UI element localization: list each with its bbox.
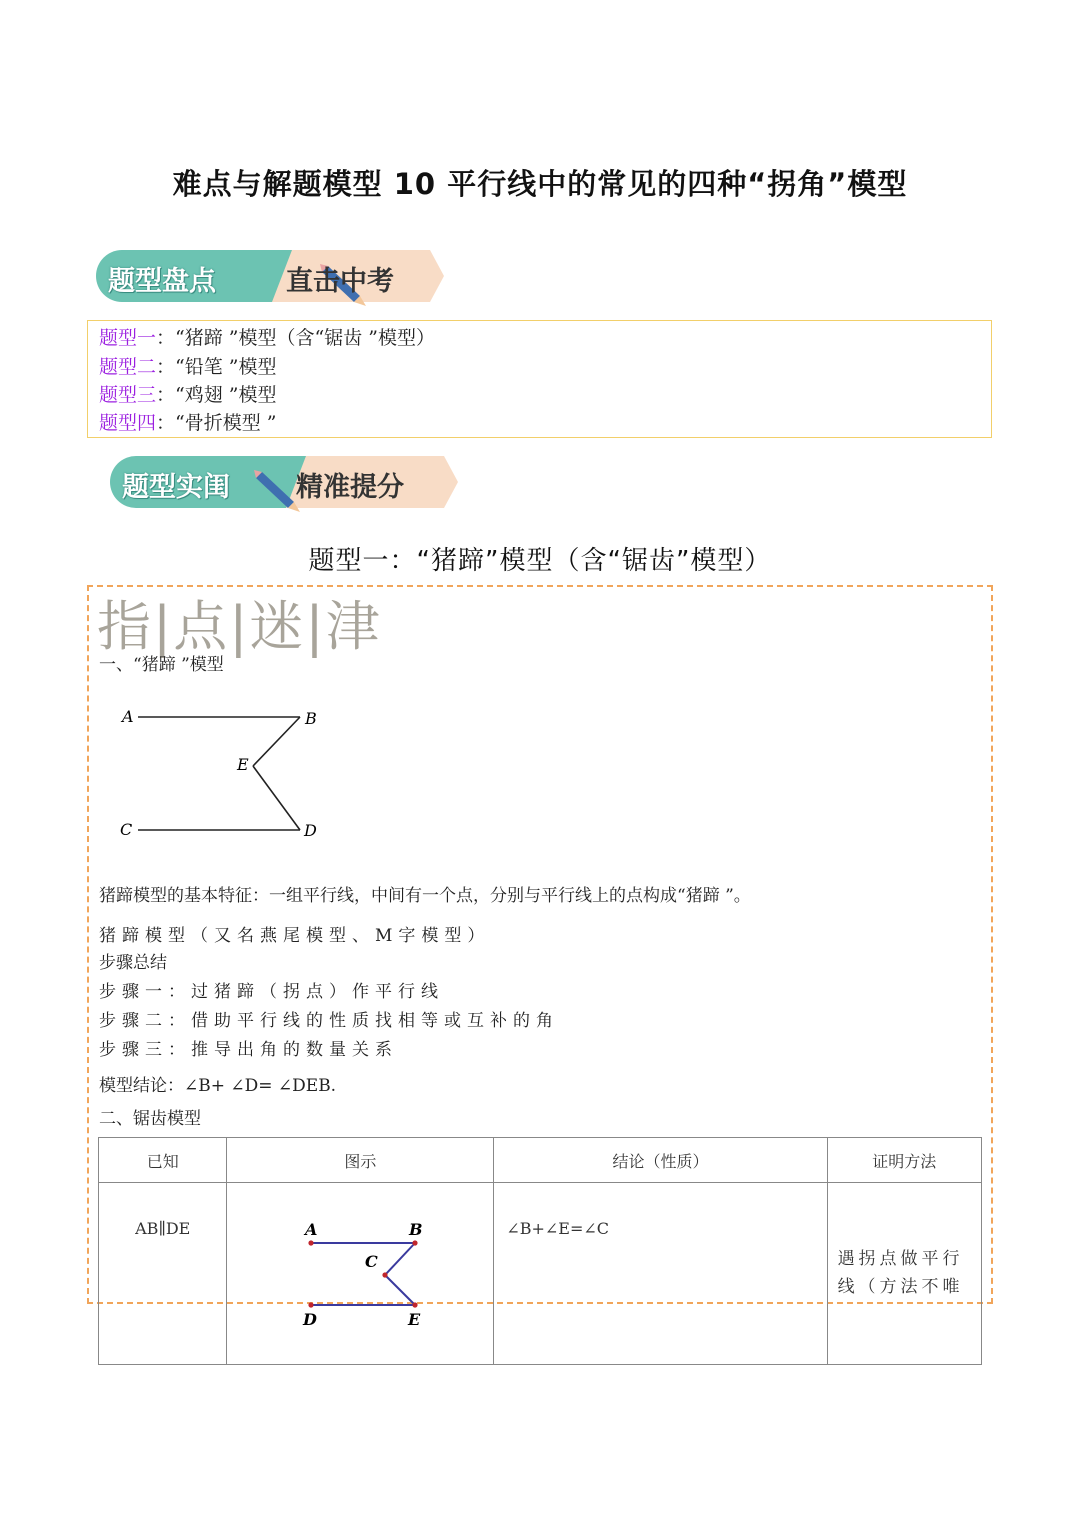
header-conclusion: 结论（性质） bbox=[494, 1138, 827, 1183]
method-line: 遇拐点做平行 bbox=[837, 1249, 964, 1269]
list-item bbox=[99, 325, 435, 351]
banner-right-label: 直击中考 bbox=[286, 266, 394, 297]
part1-heading: 一、“猪蹄 ”模型 bbox=[99, 655, 224, 675]
toc-separator: ： bbox=[156, 384, 176, 406]
toc-text: “铅笔 ”模型 bbox=[175, 356, 277, 378]
point-label-e: E bbox=[408, 1309, 421, 1329]
step-item: 步骤二：借助平行线的性质找相等或互补的角 bbox=[99, 1011, 559, 1031]
point-label-c: C bbox=[365, 1251, 379, 1271]
table-row bbox=[99, 1183, 982, 1365]
toc-text: “骨折模型 ” bbox=[175, 412, 277, 434]
alias-text: 猪蹄模型（又名燕尾模型、M字模型） bbox=[99, 926, 491, 946]
point-label-b: B bbox=[305, 709, 317, 728]
point-c-dot bbox=[383, 1272, 388, 1277]
step-item: 步骤一：过猪蹄（拐点）作平行线 bbox=[99, 982, 444, 1002]
toc-separator: ： bbox=[156, 327, 176, 349]
point-a-dot bbox=[309, 1240, 314, 1245]
point-b-dot bbox=[413, 1240, 418, 1245]
point-e-dot bbox=[413, 1302, 418, 1307]
point-label-a: A bbox=[122, 707, 134, 726]
point-label-e: E bbox=[237, 755, 249, 774]
header-proof-method: 证明方法 bbox=[827, 1138, 981, 1183]
list-item bbox=[99, 382, 277, 408]
feature-text: 猪蹄模型的基本特征：一组平行线，中间有一个点，分别与平行线上的点构成“猪蹄 ”。 bbox=[99, 886, 751, 906]
banner-left-label: 题型实闺 bbox=[122, 472, 230, 503]
toc-text: “猪蹄 ”模型（含“锯齿 ”模型） bbox=[175, 327, 435, 349]
list-item bbox=[99, 354, 277, 380]
point-label-d: D bbox=[304, 821, 317, 840]
step-item: 步骤三：推导出角的数量关系 bbox=[99, 1040, 398, 1060]
cell-conclusion: ∠B+∠E=∠C bbox=[494, 1183, 827, 1365]
question-type-list bbox=[87, 320, 992, 438]
banner-question-types bbox=[92, 246, 444, 306]
table-header-row bbox=[99, 1138, 982, 1183]
banner-practice bbox=[106, 452, 458, 512]
method-line: 线（方法不唯 bbox=[837, 1277, 964, 1297]
model-conclusion: 模型结论：∠B+ ∠D= ∠DEB. bbox=[99, 1076, 337, 1096]
section-title: 题型一：“猪蹄”模型（含“锯齿”模型） bbox=[308, 546, 772, 576]
cell-proof-method bbox=[827, 1183, 981, 1365]
toc-text: “鸡翅 ”模型 bbox=[175, 384, 277, 406]
document-title: 难点与解题模型 10 平行线中的常见的四种“拐角”模型 bbox=[172, 167, 908, 201]
point-d-dot bbox=[309, 1302, 314, 1307]
header-known: 已知 bbox=[99, 1138, 227, 1183]
point-label-a: A bbox=[305, 1219, 318, 1239]
point-label-b: B bbox=[409, 1219, 423, 1239]
guide-heading: 指|点|迷|津 bbox=[97, 595, 382, 658]
toc-separator: ： bbox=[156, 412, 176, 434]
toc-link[interactable]: 题型二 bbox=[99, 356, 157, 378]
saw-tooth-table bbox=[98, 1137, 982, 1365]
toc-link[interactable]: 题型一 bbox=[99, 327, 157, 349]
saw-tooth-figure bbox=[227, 1215, 489, 1333]
banner-right-label: 精准提分 bbox=[296, 472, 404, 503]
cell-known: AB∥DE bbox=[99, 1183, 227, 1365]
header-figure: 图示 bbox=[227, 1138, 494, 1183]
pig-hoof-figure bbox=[110, 700, 350, 845]
point-label-d: D bbox=[303, 1309, 318, 1329]
toc-link[interactable]: 题型四 bbox=[99, 412, 157, 434]
part2-heading: 二、锯齿模型 bbox=[99, 1109, 201, 1129]
toc-separator: ： bbox=[156, 356, 176, 378]
list-item bbox=[99, 410, 277, 436]
cell-figure bbox=[227, 1183, 494, 1365]
banner-left-label: 题型盘点 bbox=[108, 266, 216, 297]
point-label-c: C bbox=[120, 820, 133, 839]
toc-link[interactable]: 题型三 bbox=[99, 384, 157, 406]
steps-heading: 步骤总结 bbox=[99, 953, 167, 973]
